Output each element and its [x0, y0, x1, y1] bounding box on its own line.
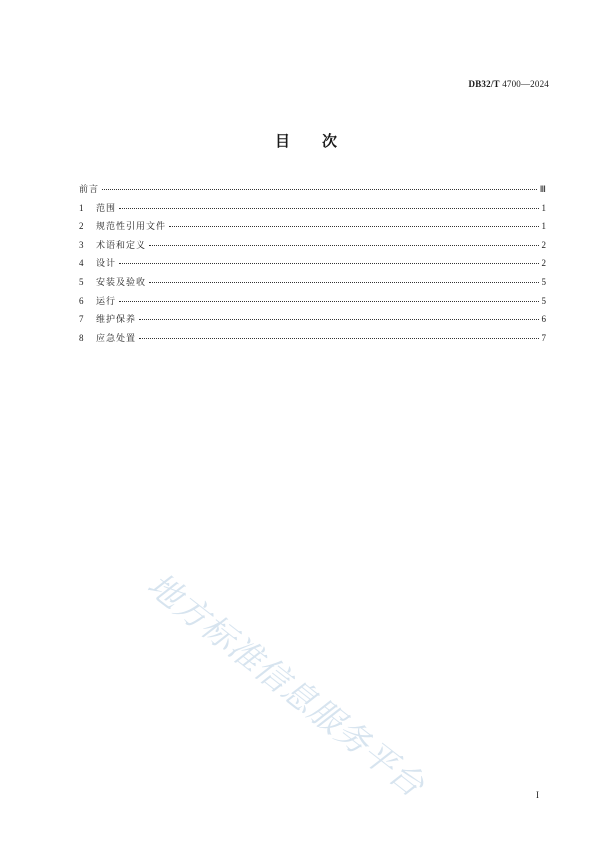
toc-leader — [149, 245, 538, 246]
toc-entry-5[interactable] — [79, 273, 546, 292]
page-number: I — [536, 790, 539, 800]
toc-number: 4 — [79, 258, 84, 269]
toc-page: 5 — [541, 276, 546, 287]
toc-leader — [119, 301, 538, 302]
toc-label: 范围 — [96, 203, 117, 214]
toc-leader — [119, 263, 538, 264]
table-of-contents — [79, 180, 546, 347]
toc-label: 运行 — [96, 296, 117, 307]
toc-label: 应急处置 — [96, 333, 137, 344]
title-char-2: 次 — [322, 132, 338, 150]
toc-label: 术语和定义 — [96, 240, 147, 251]
toc-entry-4[interactable] — [79, 254, 546, 273]
toc-leader — [169, 226, 538, 227]
toc-entry-2[interactable] — [79, 217, 546, 236]
toc-number: 2 — [79, 221, 84, 232]
toc-leader — [139, 338, 538, 339]
toc-page: 7 — [541, 332, 546, 343]
page-title — [0, 130, 612, 151]
toc-leader — [102, 189, 537, 190]
standard-number — [469, 79, 549, 89]
standard-prefix: DB32/T — [468, 79, 500, 89]
toc-entry-6[interactable] — [79, 292, 546, 311]
watermark: 地方标准信息服务平台 — [140, 564, 433, 805]
title-char-1: 目 — [274, 132, 290, 150]
toc-label: 前言 — [79, 185, 100, 195]
toc-entry-8[interactable] — [79, 329, 546, 348]
toc-label: 设计 — [96, 259, 117, 270]
toc-page: 1 — [541, 221, 546, 232]
toc-label: 规范性引用文件 — [96, 222, 167, 233]
toc-page: 2 — [541, 258, 546, 269]
toc-entry-1[interactable] — [79, 199, 546, 218]
toc-number: 5 — [79, 276, 84, 287]
toc-page: 5 — [541, 295, 546, 306]
toc-entry-3[interactable] — [79, 236, 546, 255]
toc-entry-foreword[interactable] — [79, 180, 546, 199]
toc-page: 1 — [541, 202, 546, 213]
standard-code: 4700—2024 — [502, 79, 549, 89]
toc-number: 8 — [79, 332, 84, 343]
toc-leader — [149, 282, 538, 283]
toc-entry-7[interactable] — [79, 310, 546, 329]
toc-page: 6 — [541, 314, 546, 325]
toc-number: 6 — [79, 295, 84, 306]
toc-label: 安装及验收 — [96, 277, 147, 288]
toc-page: Ⅲ — [539, 184, 546, 194]
toc-leader — [139, 319, 538, 320]
toc-number: 3 — [79, 239, 84, 250]
toc-number: 1 — [79, 202, 84, 213]
toc-number: 7 — [79, 314, 84, 325]
toc-page: 2 — [541, 239, 546, 250]
toc-label: 维护保养 — [96, 315, 137, 326]
toc-leader — [119, 208, 538, 209]
